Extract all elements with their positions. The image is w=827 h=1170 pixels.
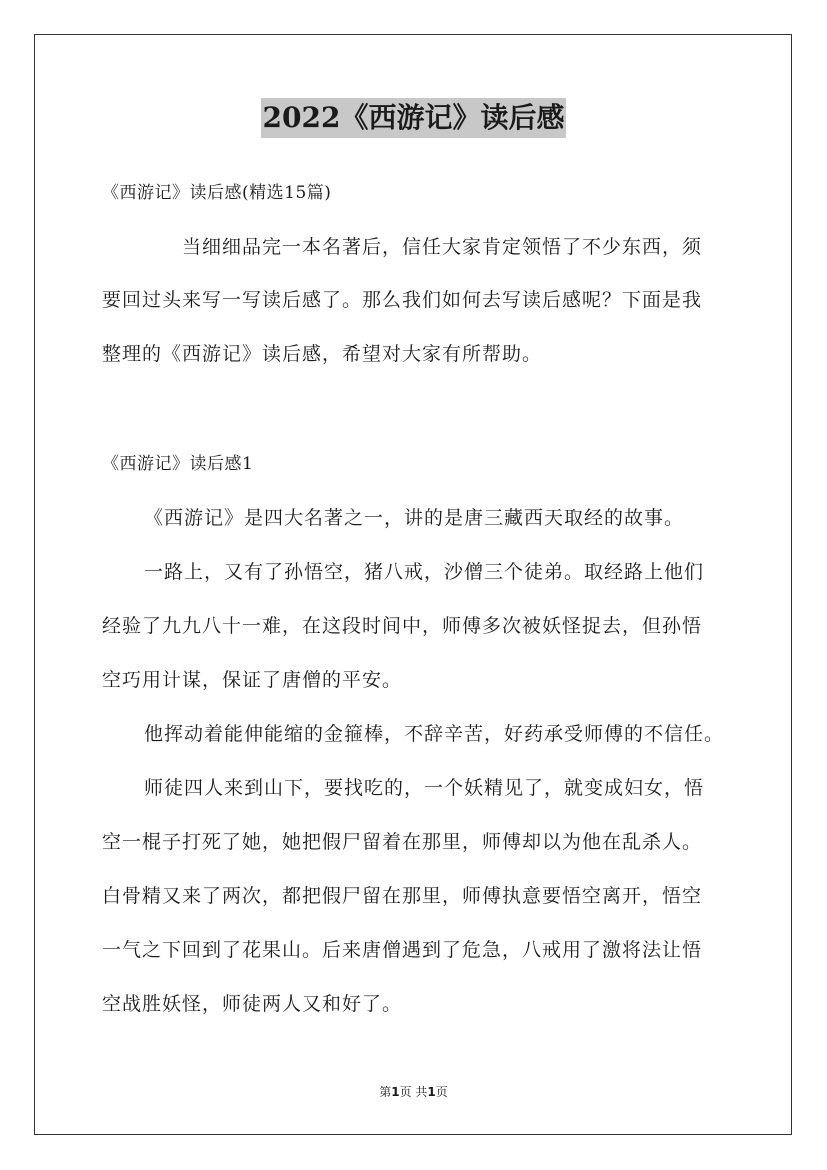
page-suffix: 页 — [435, 1085, 448, 1099]
body-line-7: 空一棍子打死了她，她把假尸留着在那里，师傅却以为他在乱杀人。 — [102, 831, 703, 853]
body-line-9: 一气之下回到了花果山。后来唐僧遇到了危急，八戒用了激将法让悟 — [102, 939, 703, 961]
document-subtitle: 《西游记》读后感(精选15篇) — [102, 183, 332, 203]
intro-line-3: 整理的《西游记》读后感，希望对大家有所帮助。 — [102, 343, 543, 365]
section-heading: 《西游记》读后感1 — [102, 454, 254, 474]
body-line-4: 空巧用计谋，保证了唐僧的平安。 — [102, 669, 403, 691]
body-line-5: 他挥动着能伸能缩的金箍棒，不辞辛苦，好药承受师傅的不信任。 — [144, 723, 725, 745]
document-title: 2022《西游记》读后感 — [261, 98, 567, 138]
intro-line-2: 要回过头来写一写读后感了。那么我们如何去写读后感呢？下面是我 — [102, 289, 703, 311]
body-line-8: 白骨精又来了两次，都把假尸留在那里，师傅执意要悟空离开，悟空 — [102, 885, 703, 907]
page-current: 1 — [391, 1085, 400, 1099]
body-line-6: 师徒四人来到山下，要找吃的，一个妖精见了，就变成妇女，悟 — [144, 777, 705, 799]
body-line-2: 一路上，又有了孙悟空，猪八戒，沙僧三个徒弟。取经路上他们 — [144, 561, 705, 583]
page-mid: 页 共 — [399, 1085, 428, 1099]
page-footer — [0, 1083, 827, 1100]
intro-line-1: 当细细品完一本名著后，信任大家肯定领悟了不少东西，须 — [182, 236, 703, 258]
title-container — [0, 98, 827, 138]
page-prefix: 第 — [379, 1085, 392, 1099]
page-total: 1 — [427, 1085, 436, 1099]
body-line-10: 空战胜妖怪，师徒两人又和好了。 — [102, 993, 403, 1015]
body-line-1: 《西游记》是四大名著之一，讲的是唐三藏西天取经的故事。 — [144, 507, 685, 529]
body-line-3: 经验了九九八十一难，在这段时间中，师傅多次被妖怪捉去，但孙悟 — [102, 615, 703, 637]
